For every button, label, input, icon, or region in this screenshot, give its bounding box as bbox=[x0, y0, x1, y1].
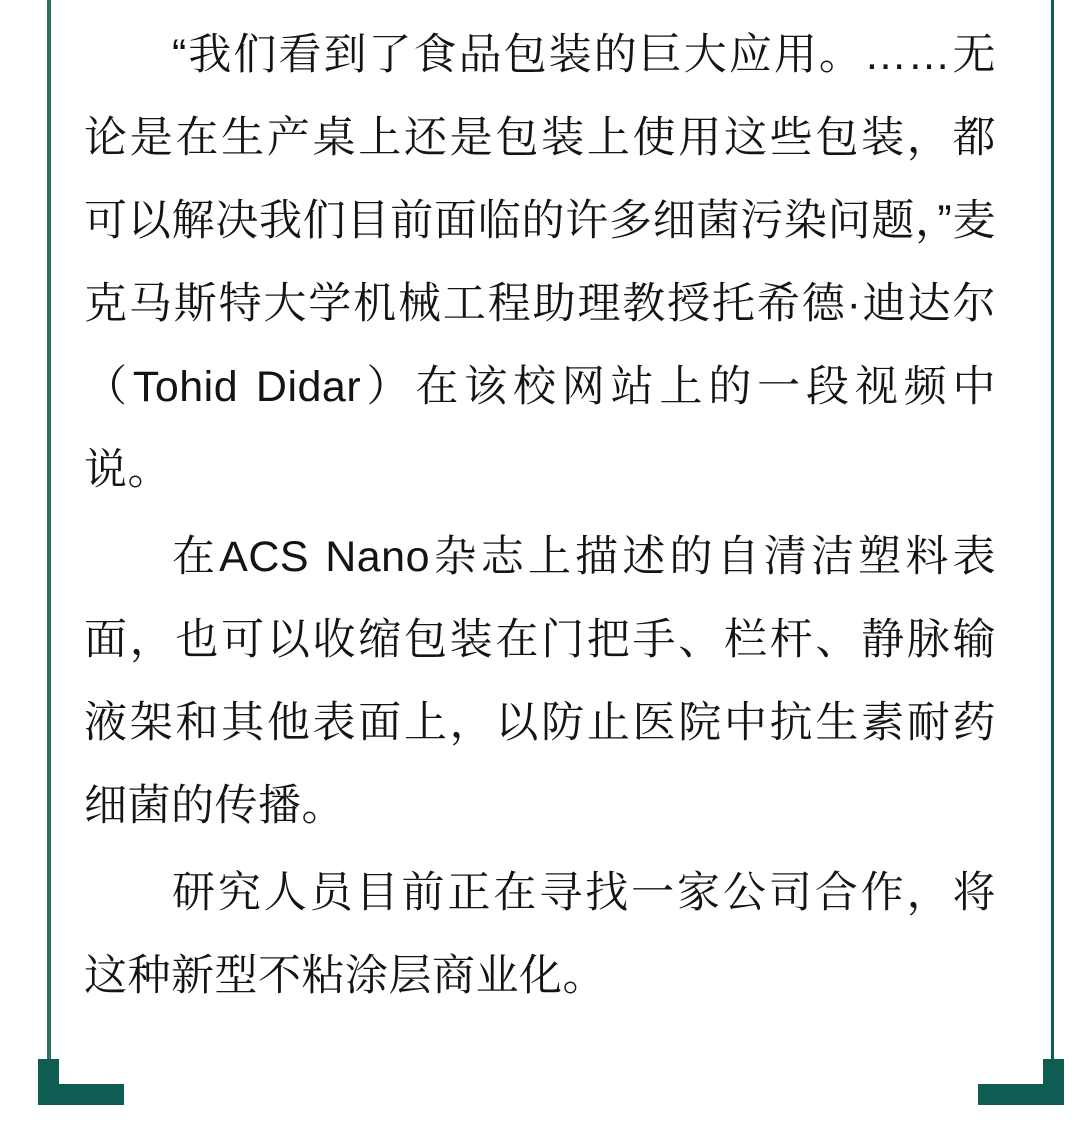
article-body bbox=[84, 14, 996, 1022]
bottom-left-corner-bracket bbox=[38, 1059, 124, 1105]
left-vertical-rule bbox=[47, 0, 51, 1078]
paragraph-1: “我们看到了食品包装的巨大应用。……无论是在生产桌上还是包装上使用这些包装，都可以解决我们目前面临的许多细菌污染问题，”麦克马斯特大学机械工程助理教授托希德·迪达尔（Tohid Didar）在该校网站上的一段视频中说。 bbox=[84, 31, 996, 494]
right-vertical-rule bbox=[1051, 0, 1054, 1065]
corner-bracket-horizontal bbox=[38, 1084, 124, 1105]
paragraph-3: 研究人员目前正在寻找一家公司合作，将这种新型不粘涂层商业化。 bbox=[84, 869, 996, 1000]
corner-bracket-horizontal bbox=[978, 1084, 1064, 1105]
bottom-right-corner-bracket bbox=[978, 1059, 1064, 1105]
paragraph-2: 在ACS Nano杂志上描述的自清洁塑料表面，也可以收缩包装在门把手、栏杆、静脉输液架和其他表面上，以防止医院中抗生素耐药细菌的传播。 bbox=[84, 533, 996, 830]
